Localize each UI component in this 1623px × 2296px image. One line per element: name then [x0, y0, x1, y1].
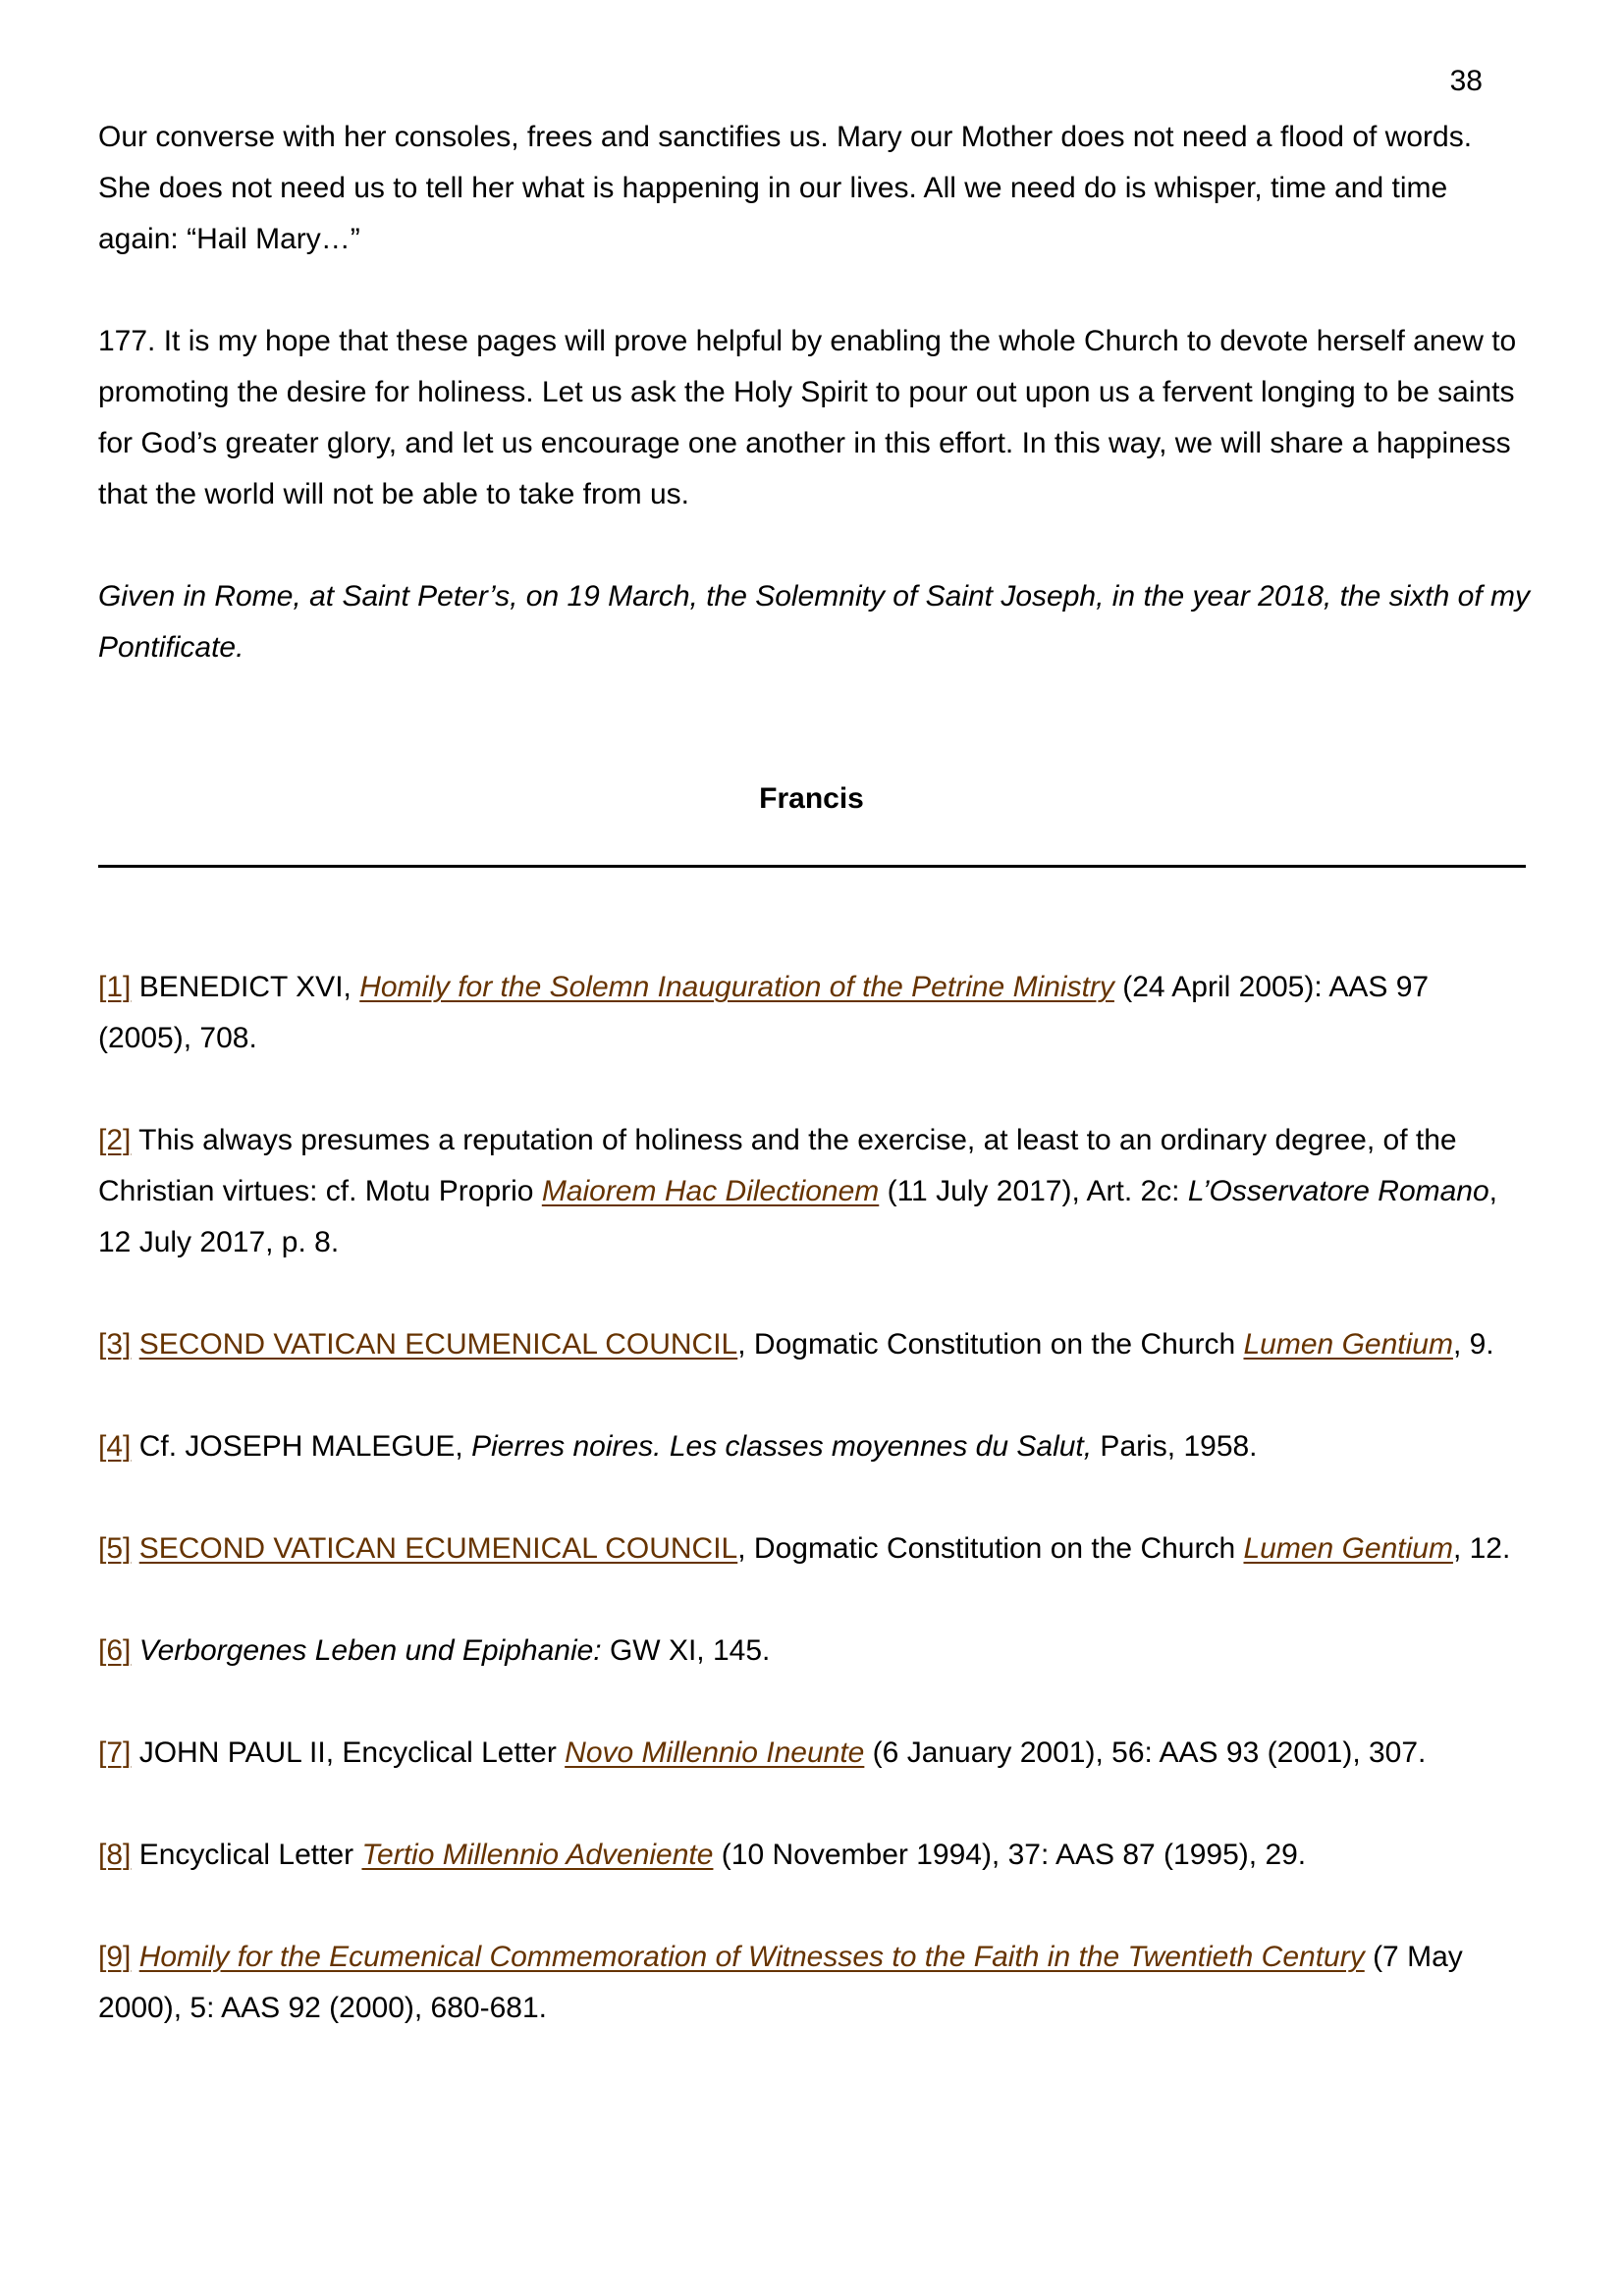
footnote-ref-4[interactable]: [4] [98, 1430, 132, 1463]
footnote-link[interactable]: Homily for the Ecumenical Commemoration of Witnesses to the Faith in the Twentieth Century [138, 1941, 1365, 1973]
footnote-text: Paris, 1958. [1092, 1430, 1258, 1463]
footnote-ref-5[interactable]: [5] [98, 1532, 132, 1565]
footnote-3 [98, 1319, 1530, 1370]
footnote-text: , Dogmatic Constitution on the Church [737, 1328, 1244, 1361]
footnote-text: (24 April 2005): AAS 97 (2005), 708. [98, 971, 1430, 1054]
footnote-text: BENEDICT XVI, [131, 971, 360, 1003]
footnote-text: , 12 July 2017, p. 8. [98, 1175, 1498, 1258]
footnote-ref-3[interactable]: [3] [98, 1328, 132, 1361]
footnote-text: (10 November 1994), 37: AAS 87 (1995), 29. [713, 1839, 1307, 1871]
footnote-text: (11 July 2017), Art. 2c: [879, 1175, 1188, 1207]
footnote-text: This always presumes a reputation of holiness and the exercise, at least to an ordinary degree, of the Christian virtues: cf. Motu Proprio [98, 1124, 1457, 1207]
footnote-italic-title: Pierres noires. Les classes moyennes du Salut, [471, 1430, 1093, 1463]
footnote-link[interactable]: Tertio Millennio Adveniente [361, 1839, 714, 1871]
footnote-4 [98, 1421, 1530, 1472]
footnote-text: (6 January 2001), 56: AAS 93 (2001), 307. [864, 1736, 1427, 1769]
footnote-2 [98, 1115, 1530, 1268]
footnote-8 [98, 1830, 1530, 1881]
footnote-text: Cf. JOSEPH MALEGUE, [131, 1430, 472, 1463]
footnote-9 [98, 1932, 1530, 2034]
footnote-link[interactable]: Homily for the Solemn Inauguration of the Petrine Ministry [359, 971, 1114, 1003]
footnote-ref-7[interactable]: [7] [98, 1736, 132, 1769]
signature: Francis [759, 782, 864, 815]
footnote-ref-6[interactable]: [6] [98, 1634, 132, 1667]
footnotes-list [98, 962, 1530, 2085]
footnote-divider [98, 865, 1526, 868]
footnote-ref-2[interactable]: [2] [98, 1124, 132, 1156]
footnote-link-lumen-gentium[interactable]: Lumen Gentium [1243, 1328, 1453, 1361]
footnote-ref-1[interactable]: [1] [98, 971, 132, 1003]
footnote-italic-title: L’Osservatore Romano [1187, 1175, 1489, 1207]
footnote-6 [98, 1626, 1530, 1677]
paragraph-177: 177. It is my hope that these pages will prove helpful by enabling the whole Church to devote herself anew to promoting the desire for holiness. Let us ask the Holy Spirit to pour out upon us a fervent longing to be saints for God’s greater glory, and let us encourage one another in this effort. In this way, we will share a happiness that the world will not be able to take from us. [98, 325, 1517, 510]
footnote-link[interactable]: Novo Millennio Ineunte [565, 1736, 865, 1769]
footnote-link-lumen-gentium[interactable]: Lumen Gentium [1243, 1532, 1453, 1565]
footnote-7 [98, 1728, 1530, 1779]
footnote-text: , 12. [1452, 1532, 1511, 1565]
footnote-italic-title: Verborgenes Leben und Epiphanie: [138, 1634, 602, 1667]
footnote-text: (7 May 2000), 5: AAS 92 (2000), 680-681. [98, 1941, 1463, 2024]
footnote-link-council[interactable]: SECOND VATICAN ECUMENICAL COUNCIL [138, 1532, 738, 1565]
closing-date-line: Given in Rome, at Saint Peter’s, on 19 March, the Solemnity of Saint Joseph, in the year 2018, the sixth of my Pontificate. [98, 580, 1530, 664]
footnote-link[interactable]: Maiorem Hac Dilectionem [541, 1175, 880, 1207]
footnote-1 [98, 962, 1530, 1064]
page-number: 38 [1449, 65, 1483, 97]
footnote-text: Encyclical Letter [131, 1839, 362, 1871]
footnote-ref-9[interactable]: [9] [98, 1941, 132, 1973]
footnote-text: JOHN PAUL II, Encyclical Letter [131, 1736, 566, 1769]
main-text [98, 112, 1530, 825]
paragraph-mary: Our converse with her consoles, frees and sanctifies us. Mary our Mother does not need a flood of words. She does not need us to tell her what is happening in our lives. All we need do is whisper, time and time again: “Hail Mary…” [98, 121, 1473, 255]
footnote-text: , Dogmatic Constitution on the Church [737, 1532, 1244, 1565]
footnote-ref-8[interactable]: [8] [98, 1839, 132, 1871]
footnote-link-council[interactable]: SECOND VATICAN ECUMENICAL COUNCIL [138, 1328, 738, 1361]
footnote-text: GW XI, 145. [601, 1634, 771, 1667]
footnote-5 [98, 1523, 1530, 1575]
footnote-text: , 9. [1452, 1328, 1494, 1361]
